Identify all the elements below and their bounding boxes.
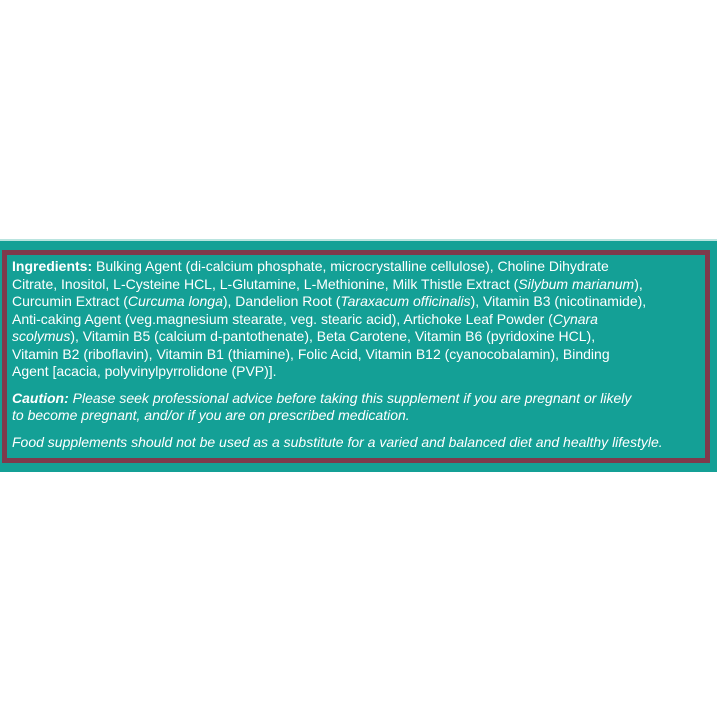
caution-paragraph: Caution: Please seek professional advice before taking this supplement if you are pregnant or likely to become pregnant, and/or if you are on prescribed medication. (12, 389, 632, 423)
ingredients-paragraph: Ingredients: Bulking Agent (di-calcium phosphate, microcrystalline cellulose), Choline Dihydrate Citrate, Inositol, L-Cysteine HCL, L-Glutamine, L-Methionine, Milk Thistle Extract (Silybum marianum), Curcumin Extract (Curcuma longa), Dandelion Root (Taraxacum officinalis), Vitamin B3 (nicotinamide), Anti-caking Agent (veg.magnesium stearate, veg. stearic acid), Artichoke Leaf Powder (Cynara scolymus), Vitamin B5 (calcium d-pantothenate), Beta Carotene, Vitamin B6 (pyridoxine HCL), Vitamin B2 (riboflavin), Vitamin B1 (thiamine), Folic Acid, Vitamin B12 (cyanocobalamin), Binding Agent [acacia, polyvinylpyrrolidone (PVP)]. (12, 258, 647, 379)
label-teal-band (0, 239, 717, 472)
supplement-disclaimer-paragraph: Food supplements should not be used as a substitute for a varied and balanced diet and healthy lifestyle. (12, 433, 663, 450)
ingredients-info-box (2, 250, 710, 463)
